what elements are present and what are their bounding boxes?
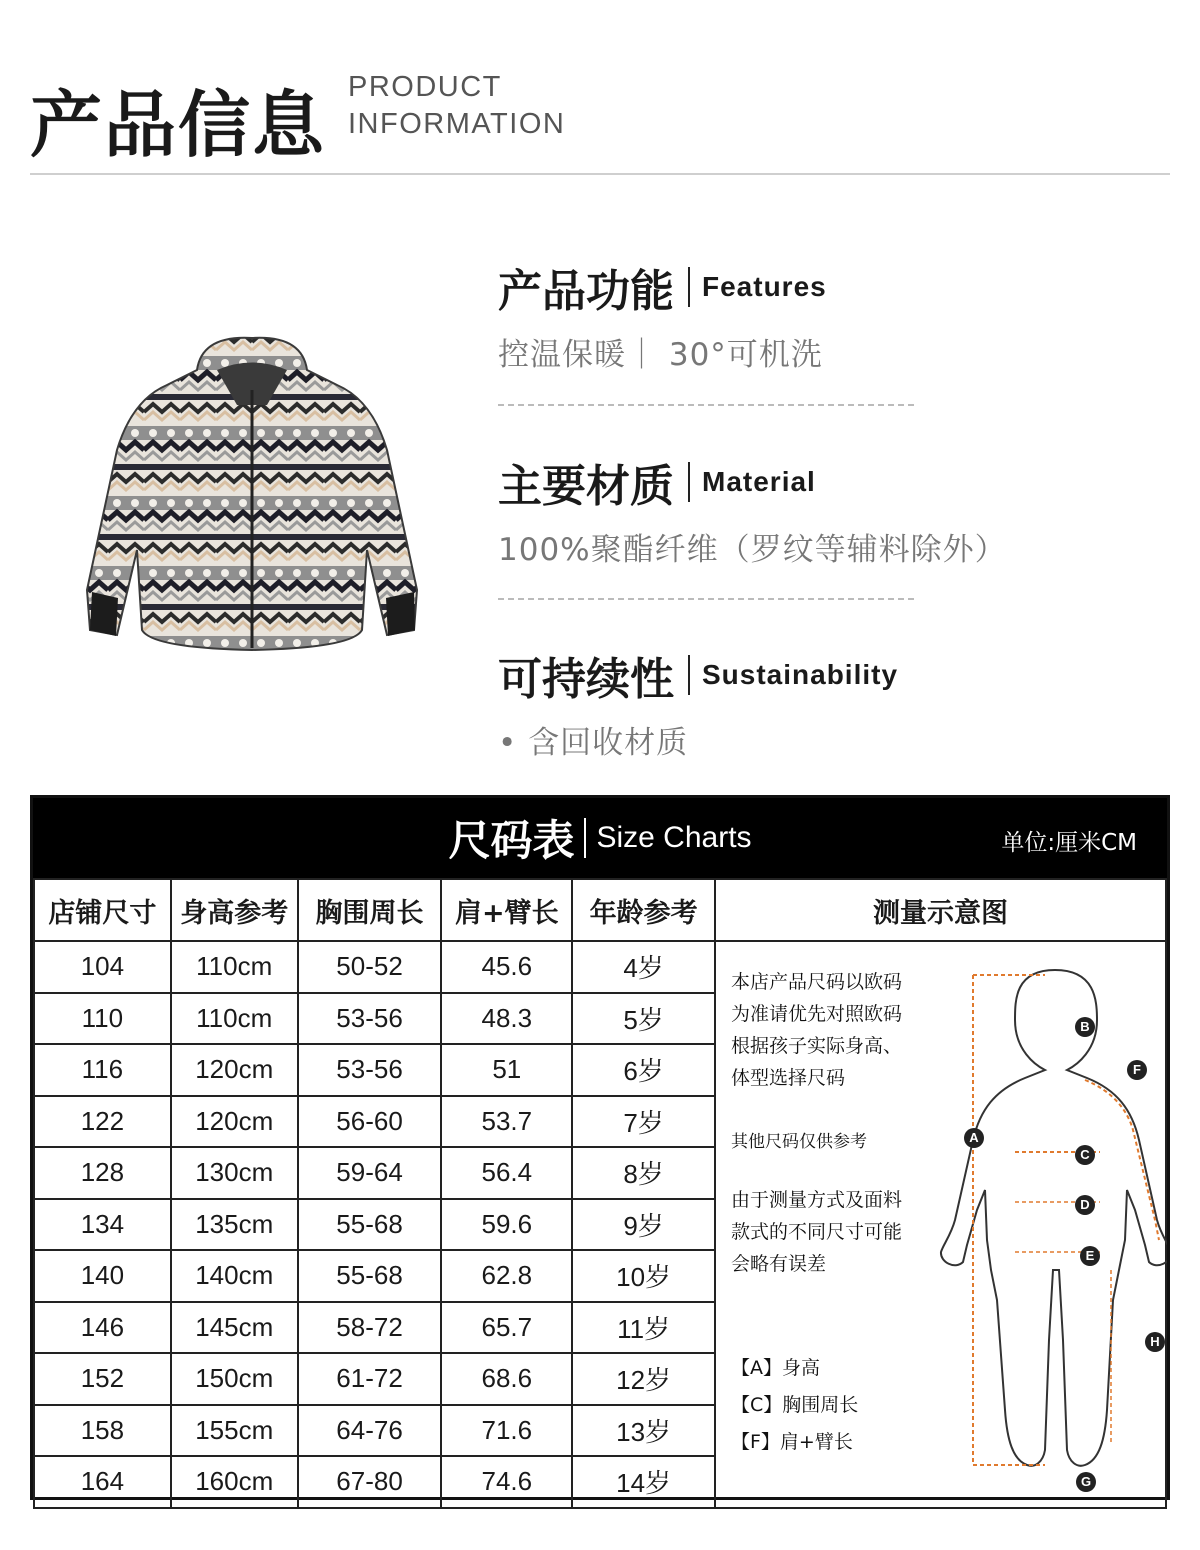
cell-height: 160cm bbox=[171, 1456, 298, 1508]
cell-store-size: 128 bbox=[34, 1147, 171, 1199]
cell-store-size: 134 bbox=[34, 1199, 171, 1251]
header-age-ref: 年龄参考 bbox=[572, 879, 715, 941]
cell-chest: 55-68 bbox=[298, 1199, 442, 1251]
cell-age: 14岁 bbox=[572, 1456, 715, 1508]
jacket-product-image bbox=[72, 330, 432, 670]
cell-height: 140cm bbox=[171, 1250, 298, 1302]
cell-store-size: 164 bbox=[34, 1456, 171, 1508]
cell-shoulder-arm: 74.6 bbox=[441, 1456, 572, 1508]
size-chart-title: 尺码表 bbox=[448, 816, 575, 865]
legend-item: 【C】胸围周长 bbox=[731, 1394, 859, 1416]
marker-e: E bbox=[1080, 1246, 1100, 1266]
note-line: 本店产品尺码以欧码 bbox=[731, 971, 903, 993]
cell-shoulder-arm: 53.7 bbox=[441, 1096, 572, 1148]
features-title-en: Features bbox=[702, 271, 827, 302]
cell-age: 13岁 bbox=[572, 1405, 715, 1457]
features-title: 产品功能 bbox=[498, 266, 674, 317]
cell-chest: 58-72 bbox=[298, 1302, 442, 1354]
cell-store-size: 140 bbox=[34, 1250, 171, 1302]
features-value: 控温保暖｜ 30°可机洗 bbox=[498, 337, 823, 373]
marker-h: H bbox=[1145, 1332, 1165, 1352]
size-chart-header bbox=[33, 798, 1167, 878]
sustainability-value: • 含回收材质 bbox=[498, 725, 689, 761]
cell-shoulder-arm: 45.6 bbox=[441, 941, 572, 993]
marker-d: D bbox=[1075, 1195, 1095, 1215]
size-table-header-row bbox=[34, 879, 1166, 941]
marker-g: G bbox=[1076, 1472, 1096, 1492]
cell-shoulder-arm: 68.6 bbox=[441, 1353, 572, 1405]
note-line: 款式的不同尺寸可能 bbox=[731, 1221, 903, 1243]
info-features bbox=[498, 255, 827, 374]
cell-height: 155cm bbox=[171, 1405, 298, 1457]
cell-shoulder-arm: 65.7 bbox=[441, 1302, 572, 1354]
marker-b: B bbox=[1075, 1017, 1095, 1037]
cell-height: 120cm bbox=[171, 1096, 298, 1148]
cell-age: 8岁 bbox=[572, 1147, 715, 1199]
cell-shoulder-arm: 59.6 bbox=[441, 1199, 572, 1251]
note-line: 会略有误差 bbox=[731, 1253, 827, 1275]
cell-height: 110cm bbox=[171, 993, 298, 1045]
size-chart-title-en: Size Charts bbox=[596, 821, 752, 854]
cell-chest: 53-56 bbox=[298, 1044, 442, 1096]
cell-chest: 67-80 bbox=[298, 1456, 442, 1508]
marker-f: F bbox=[1127, 1060, 1147, 1080]
cell-height: 135cm bbox=[171, 1199, 298, 1251]
cell-height: 150cm bbox=[171, 1353, 298, 1405]
cell-age: 6岁 bbox=[572, 1044, 715, 1096]
cell-chest: 64-76 bbox=[298, 1405, 442, 1457]
cell-chest: 59-64 bbox=[298, 1147, 442, 1199]
page-title: 产品信息 bbox=[30, 83, 327, 167]
title-separator bbox=[688, 462, 690, 502]
header-height-ref: 身高参考 bbox=[171, 879, 298, 941]
info-divider bbox=[498, 598, 914, 600]
cell-store-size: 122 bbox=[34, 1096, 171, 1148]
cell-chest: 55-68 bbox=[298, 1250, 442, 1302]
cell-height: 145cm bbox=[171, 1302, 298, 1354]
cell-store-size: 146 bbox=[34, 1302, 171, 1354]
cell-age: 12岁 bbox=[572, 1353, 715, 1405]
cell-age: 11岁 bbox=[572, 1302, 715, 1354]
note-line: 根据孩子实际身高、 bbox=[731, 1035, 903, 1057]
marker-a: A bbox=[964, 1128, 984, 1148]
header-divider bbox=[30, 173, 1170, 175]
diagram-note-2: 其他尺码仅供参考 bbox=[731, 1132, 867, 1152]
cell-chest: 61-72 bbox=[298, 1353, 442, 1405]
measurement-diagram bbox=[715, 940, 1167, 1497]
cell-height: 110cm bbox=[171, 941, 298, 993]
page-title-en-line2: INFORMATION bbox=[348, 108, 566, 140]
title-separator bbox=[688, 267, 690, 307]
page-title-en-line1: PRODUCT bbox=[348, 71, 502, 103]
cell-age: 7岁 bbox=[572, 1096, 715, 1148]
cell-chest: 56-60 bbox=[298, 1096, 442, 1148]
material-title: 主要材质 bbox=[498, 461, 674, 512]
cell-shoulder-arm: 62.8 bbox=[441, 1250, 572, 1302]
cell-age: 5岁 bbox=[572, 993, 715, 1045]
info-material bbox=[498, 450, 1007, 569]
cell-chest: 53-56 bbox=[298, 993, 442, 1045]
cell-shoulder-arm: 48.3 bbox=[441, 993, 572, 1045]
cell-chest: 50-52 bbox=[298, 941, 442, 993]
sustainability-title-en: Sustainability bbox=[702, 659, 899, 690]
header-diagram: 测量示意图 bbox=[715, 879, 1166, 941]
legend-item: 【F】肩+臂长 bbox=[731, 1431, 853, 1453]
header-store-size: 店铺尺寸 bbox=[34, 879, 171, 941]
size-chart bbox=[30, 795, 1170, 1500]
material-title-en: Material bbox=[702, 466, 816, 497]
child-body-outline bbox=[715, 940, 1167, 1497]
note-line: 由于测量方式及面料 bbox=[731, 1189, 903, 1211]
info-divider bbox=[498, 404, 914, 406]
info-sustainability bbox=[498, 643, 898, 762]
note-line: 体型选择尺码 bbox=[731, 1067, 846, 1089]
header-chest: 胸围周长 bbox=[298, 879, 442, 941]
cell-shoulder-arm: 51 bbox=[441, 1044, 572, 1096]
sustainability-title: 可持续性 bbox=[498, 654, 674, 705]
size-chart-unit: 单位:厘米CM bbox=[1001, 830, 1137, 856]
legend-item: 【A】身高 bbox=[731, 1357, 820, 1379]
cell-age: 9岁 bbox=[572, 1199, 715, 1251]
material-value: 100%聚酯纤维（罗纹等辅料除外） bbox=[498, 532, 1007, 568]
cell-height: 120cm bbox=[171, 1044, 298, 1096]
marker-c: C bbox=[1075, 1145, 1095, 1165]
header-shoulder-arm: 肩+臂长 bbox=[441, 879, 572, 941]
cell-shoulder-arm: 56.4 bbox=[441, 1147, 572, 1199]
cell-store-size: 104 bbox=[34, 941, 171, 993]
cell-age: 10岁 bbox=[572, 1250, 715, 1302]
cell-store-size: 110 bbox=[34, 993, 171, 1045]
title-separator bbox=[688, 655, 690, 695]
cell-store-size: 158 bbox=[34, 1405, 171, 1457]
cell-age: 4岁 bbox=[572, 941, 715, 993]
title-separator bbox=[584, 818, 586, 858]
note-line: 为准请优先对照欧码 bbox=[731, 1003, 903, 1025]
cell-store-size: 152 bbox=[34, 1353, 171, 1405]
cell-store-size: 116 bbox=[34, 1044, 171, 1096]
cell-shoulder-arm: 71.6 bbox=[441, 1405, 572, 1457]
cell-height: 130cm bbox=[171, 1147, 298, 1199]
page-title-en bbox=[348, 69, 565, 143]
